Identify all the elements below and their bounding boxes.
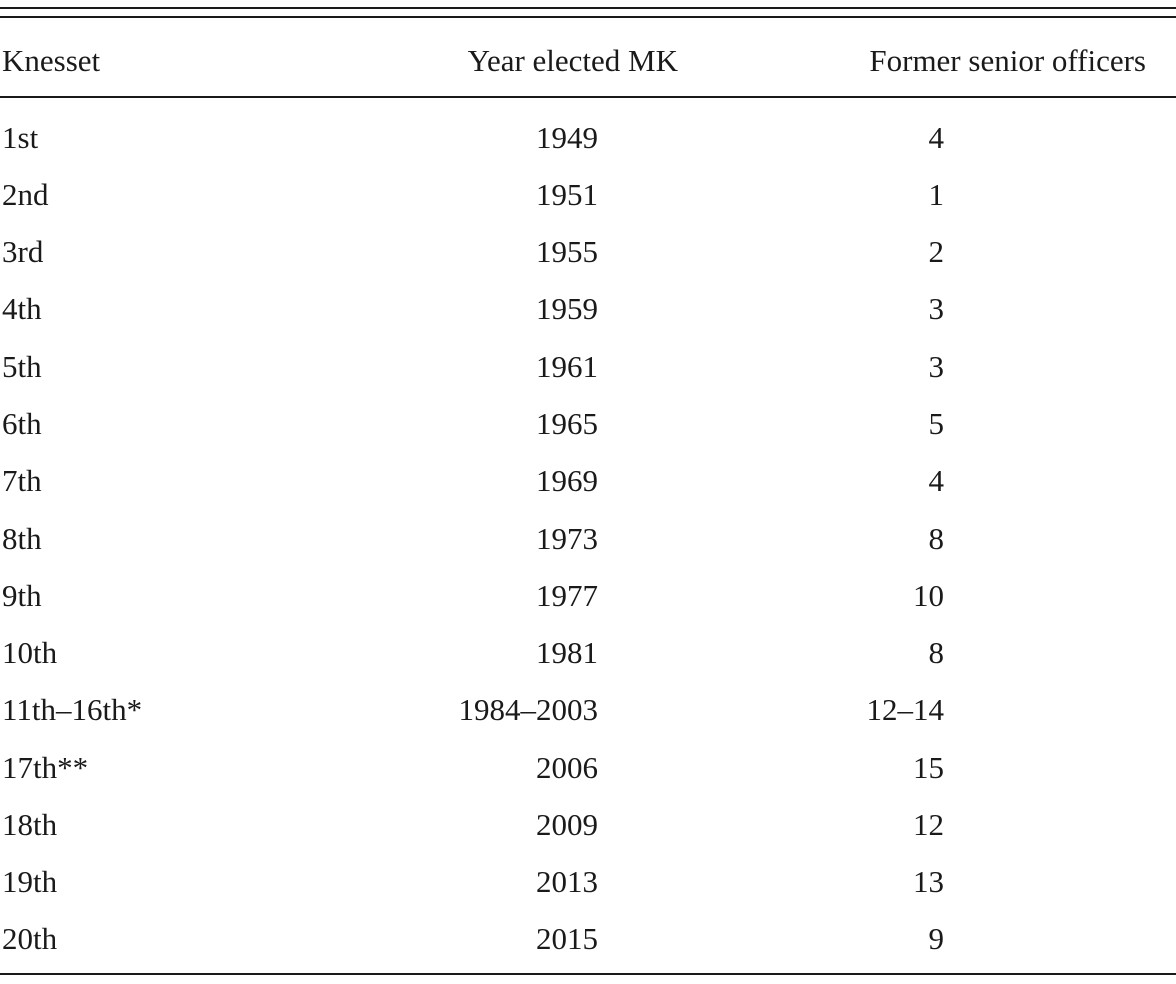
table-row <box>0 280 1176 337</box>
cell-year: 1981 <box>536 635 598 670</box>
table-row <box>0 853 1176 910</box>
table-row <box>0 796 1176 853</box>
table-header-row <box>0 32 1176 89</box>
cell-knesset: 8th <box>2 521 42 556</box>
table-row <box>0 681 1176 738</box>
cell-year: 1951 <box>536 177 598 212</box>
cell-officers: 10 <box>913 578 944 613</box>
cell-officers: 3 <box>928 349 944 384</box>
cell-officers: 9 <box>928 921 944 956</box>
cell-officers: 15 <box>913 750 944 785</box>
cell-knesset: 6th <box>2 406 42 441</box>
table-row <box>0 910 1176 967</box>
table-row <box>0 223 1176 280</box>
cell-officers: 2 <box>928 234 944 269</box>
cell-year: 1961 <box>536 349 598 384</box>
cell-officers: 3 <box>928 291 944 326</box>
cell-year: 1984–2003 <box>458 692 598 727</box>
cell-officers: 1 <box>928 177 944 212</box>
cell-officers: 4 <box>928 463 944 498</box>
cell-year: 2015 <box>536 921 598 956</box>
cell-year: 2006 <box>536 750 598 785</box>
header-year-elected: Year elected MK <box>467 43 678 78</box>
cell-year: 1965 <box>536 406 598 441</box>
cell-knesset: 7th <box>2 463 42 498</box>
top-rule-inner <box>0 16 1176 18</box>
table-row <box>0 338 1176 395</box>
cell-knesset: 5th <box>2 349 42 384</box>
header-rule <box>0 96 1176 98</box>
table-row <box>0 624 1176 681</box>
cell-knesset: 19th <box>2 864 58 899</box>
cell-officers: 12–14 <box>866 692 944 727</box>
cell-year: 1973 <box>536 521 598 556</box>
cell-knesset: 20th <box>2 921 58 956</box>
table-row <box>0 567 1176 624</box>
cell-knesset: 9th <box>2 578 42 613</box>
table-row <box>0 510 1176 567</box>
cell-knesset: 2nd <box>2 177 49 212</box>
cell-officers: 12 <box>913 807 944 842</box>
cell-year: 1969 <box>536 463 598 498</box>
cell-knesset: 3rd <box>2 234 44 269</box>
cell-year: 2013 <box>536 864 598 899</box>
bottom-rule <box>0 973 1176 975</box>
cell-knesset: 4th <box>2 291 42 326</box>
cell-year: 1977 <box>536 578 598 613</box>
table-row <box>0 395 1176 452</box>
cell-officers: 8 <box>928 635 944 670</box>
cell-knesset: 11th–16th* <box>2 692 143 727</box>
cell-officers: 13 <box>913 864 944 899</box>
cell-officers: 8 <box>928 521 944 556</box>
cell-officers: 4 <box>928 120 944 155</box>
table-row <box>0 109 1176 166</box>
cell-year: 1955 <box>536 234 598 269</box>
cell-officers: 5 <box>928 406 944 441</box>
table-row <box>0 166 1176 223</box>
cell-year: 1949 <box>536 120 598 155</box>
cell-knesset: 17th** <box>2 750 89 785</box>
header-knesset: Knesset <box>2 43 101 78</box>
cell-knesset: 10th <box>2 635 58 670</box>
cell-knesset: 18th <box>2 807 58 842</box>
header-former-senior-officers: Former senior officers <box>869 43 1146 78</box>
cell-year: 1959 <box>536 291 598 326</box>
cell-year: 2009 <box>536 807 598 842</box>
table-row <box>0 452 1176 509</box>
cell-knesset: 1st <box>2 120 39 155</box>
top-rule-outer <box>0 7 1176 9</box>
table-row <box>0 739 1176 796</box>
